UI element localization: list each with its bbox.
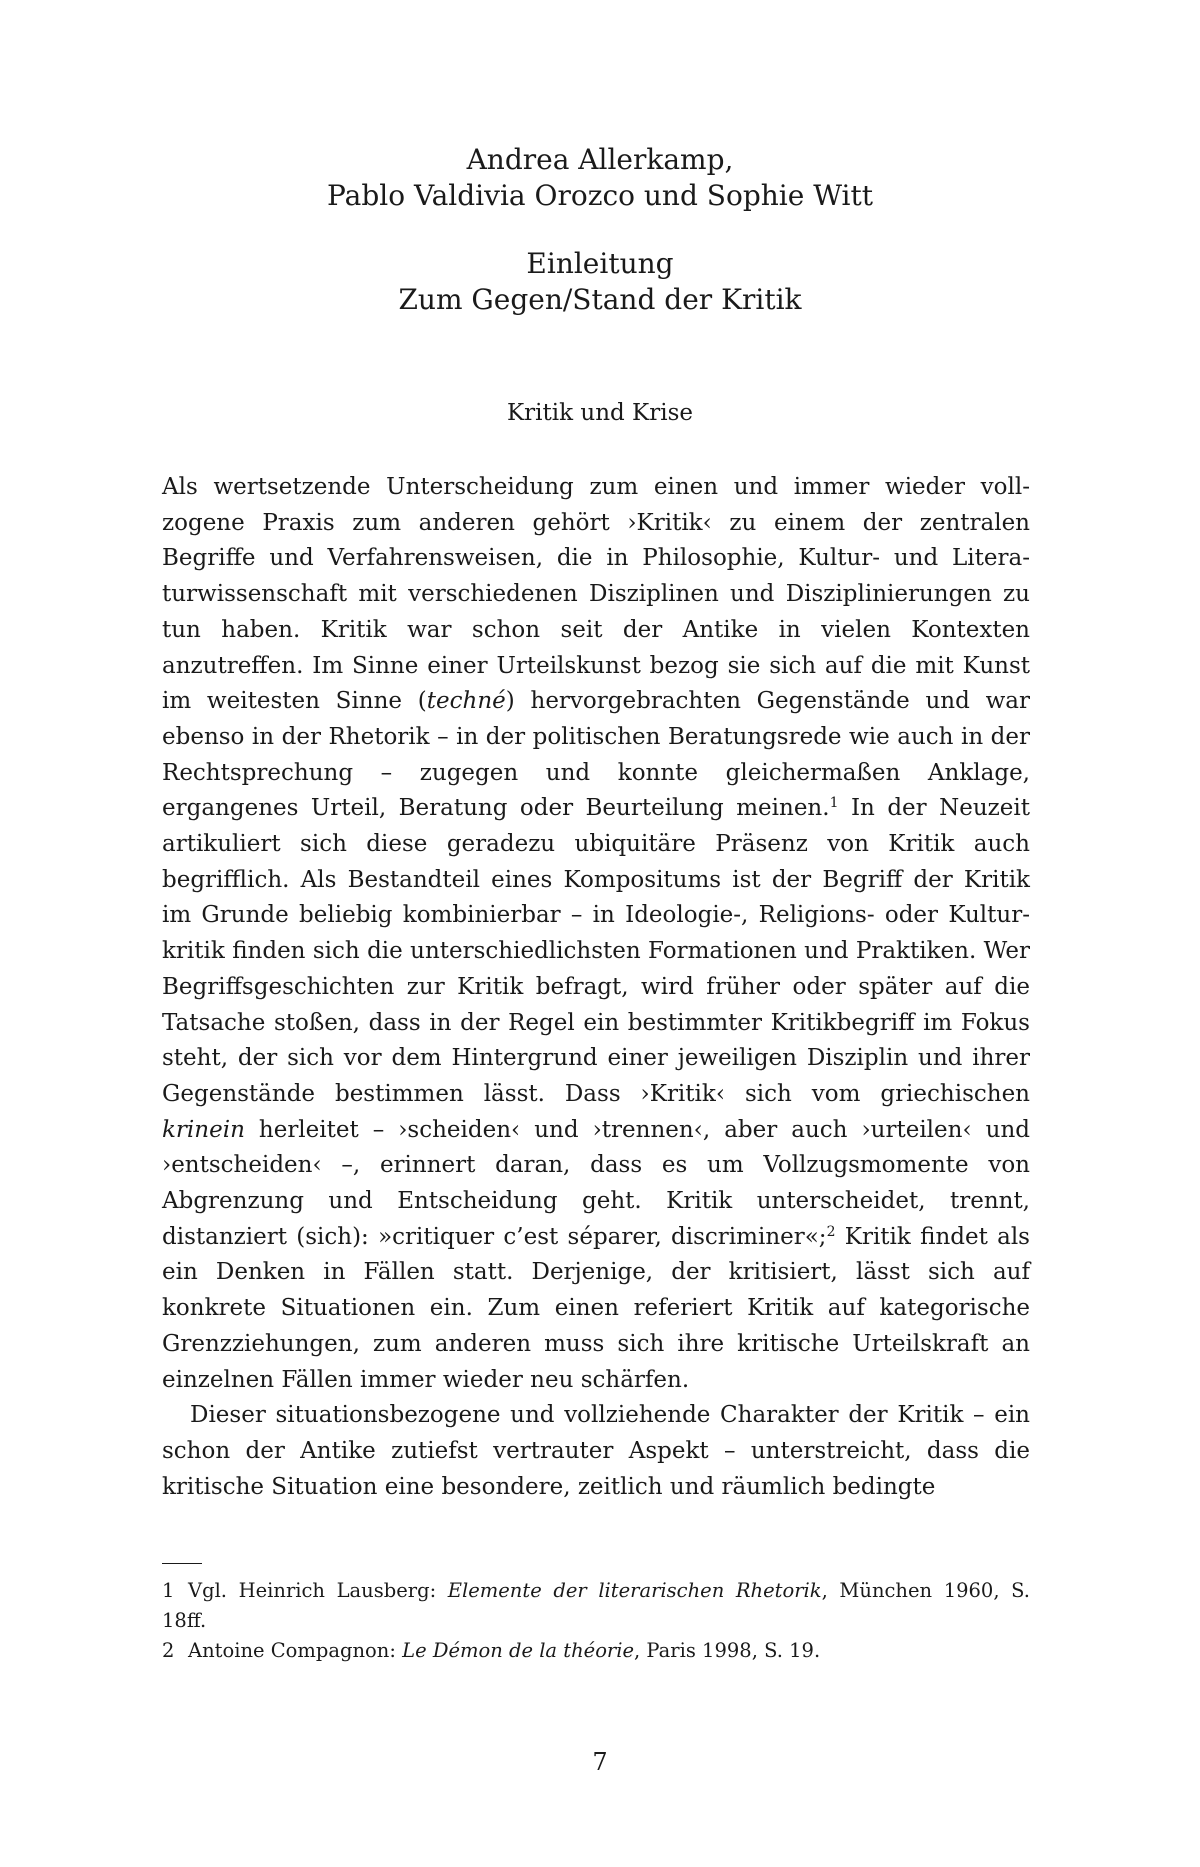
footnote-text: , München 1960, S. 18ff. [162, 1579, 1030, 1632]
footnotes [162, 1576, 1030, 1666]
footnote-number: 1 [162, 1579, 175, 1602]
p1-text-4: herleitet – ›scheiden‹ und ›trennen‹, aber auch ›urteilen‹ und ›entscheiden‹ –, erinnert daran, dass es um Vollzugsmomente von Abgrenzung und Entscheidung geht. Kritik unterscheidet, trennt, distanziert (sich): »critiquer c’est séparer, discriminer«; [162, 1116, 1030, 1250]
chapter-title [160, 246, 1040, 318]
footnote-1 [162, 1576, 1030, 1636]
p1-text-3: In der Neuzeit artikuliert sich diese geradezu ubiquitäre Präsenz von Kritik auch begrifflich. Als Bestandteil eines Kompositums ist der Begriff der Kritik im Grunde beliebig kombinierbar – in Ideologie-, Religions- oder Kulturkritik finden sich die unterschiedlichsten Formationen und Praktiken. Wer Begriffsgeschichten zur Kritik befragt, wird früher oder später auf die Tatsache stoßen, dass in der Regel ein bestimmter Kritikbegriff im Fokus steht, der sich vor dem Hintergrund einer jeweiligen Disziplin und ihrer Gegenstände bestimmen lässt. Dass ›Kritik‹ sich vom griechischen [162, 795, 1030, 1107]
page-number: 7 [592, 1748, 608, 1776]
authors-line-2: Pablo Valdivia Orozco und Sophie Witt [327, 179, 873, 212]
authors-line-1: Andrea Allerkamp, [466, 143, 734, 176]
title-line-1: Einleitung [526, 247, 674, 280]
footnote-ref-1: 1 [829, 795, 839, 812]
p1-text-2: ) hervorgebrachten Gegenstände und war ebenso in der Rhetorik – in der politischen Beratungsrede wie auch in der Rechtsprechung – zugegen und konnte gleichermaßen Anklage, ergangenes Urteil, Beratung oder Beurteilung meinen. [162, 688, 1030, 822]
footnote-2 [162, 1636, 1030, 1666]
body-text [162, 470, 1030, 1505]
footnote-text: Antoine Compagnon: [188, 1639, 403, 1662]
footnote-number: 2 [162, 1639, 175, 1662]
footnote-text: Vgl. Heinrich Lausberg: [188, 1579, 448, 1602]
p1-italic-techne: techné [426, 688, 506, 715]
footnote-ref-2: 2 [826, 1223, 836, 1240]
p1-text-5: Kritik findet als ein Denken in Fällen statt. Derjenige, der kritisiert, lässt sich auf konkrete Situationen ein. Zum einen referiert Kritik auf kategorische Grenzziehungen, zum anderen muss sich ihre kritische Urteilskraft an einzelnen Fällen immer wieder neu schärfen. [162, 1223, 1030, 1393]
footnote-title: Le Démon de la théorie [402, 1639, 635, 1662]
title-line-2: Zum Gegen/Stand der Kritik [398, 283, 802, 316]
p1-italic-krinein: krinein [162, 1116, 245, 1143]
p1-text-1: Als wertsetzende Unterscheidung zum einen und immer wieder vollzogene Praxis zum anderen gehört ›Kritik‹ zu einem der zentralen Begriffe und Verfahrensweisen, die in Philosophie, Kultur- und Literaturwissenschaft mit verschiedenen Disziplinen und Disziplinierungen zu tun haben. Kritik war schon seit der Antike in vielen Kontexten anzutreffen. Im Sinne einer Urteilskunst bezog sie sich auf die mit Kunst im weitesten Sinne ( [162, 474, 1030, 715]
chapter-authors [160, 142, 1040, 214]
footnote-text: , Paris 1998, S. 19. [634, 1639, 821, 1662]
footnote-divider [162, 1563, 202, 1564]
paragraph-2: Dieser situationsbezogene und vollziehende Charakter der Kritik – ein schon der Antike zutiefst vertrauter Aspekt – unterstreicht, dass die kritische Situation eine besondere, zeitlich und räumlich bedingte [162, 1402, 1030, 1500]
chapter-header [160, 142, 1040, 318]
footnote-title: Elemente der literarischen Rhetorik [447, 1579, 822, 1602]
paragraph-1 [162, 470, 1030, 1398]
section-heading: Kritik und Krise [507, 400, 693, 426]
